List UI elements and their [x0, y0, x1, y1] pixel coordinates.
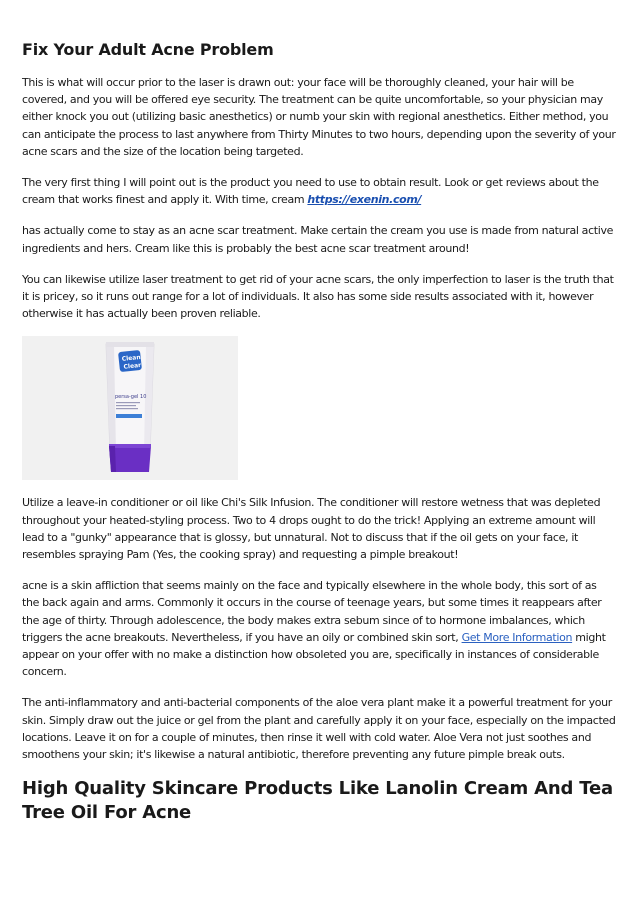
paragraph-aloe-vera: The anti-inflammatory and anti-bacterial components of the aloe vera plant make it a powerful treatment for your skin. Simply draw out the juice or gel from the plant and carefully apply it on your face, especially on the impacted locations. Leave it on for a couple of minutes, then rinse it well with cold water. Aloe Vera not just soothes and smoothens your skin; it's likewise a natural antibiotic, therefore preventing any future pimple break outs.	[22, 696, 616, 762]
paragraph-text: acne is a skin affliction that seems mainly on the face and typically elsewhere in the whole body, this sort of as the back again and arms. Commonly it occurs in the course of teenage years, but some times it reappears after the age of thirty. Through adolescence, the body makes extra sebum since of to hormone imbalances, which triggers the acne breakouts. Nevertheless, if you have an oily or combined skin sort,	[22, 579, 602, 644]
logo-brand-line2: Clear	[123, 362, 142, 372]
paragraph-text: The very first thing I will point out is the product you need to use to obtain result. Look or get reviews about the cream that works finest and apply it. With time, cream	[22, 176, 599, 207]
paragraph-leave-in-conditioner: Utilize a leave-in conditioner or oil like Chi's Silk Infusion. The conditioner will restore wetness that was depleted throughout your heated-styling process. Two to 4 drops ought to do the trick! Applying an extreme amount will lead to a "gunky" appearance that is glossy, but unnatural. Not to discuss that if the oil gets on your face, it resembles spraying Pam (Yes, the cooking spray) and requesting a pimple breakout!	[22, 496, 601, 562]
paragraph-text: might appear on your offer with no make a distinction how obsoleted you are, specifically in instances of considerable concern.	[22, 630, 606, 679]
product-tube-image	[22, 336, 238, 480]
get-more-information-link[interactable]: Get More Information	[461, 630, 573, 644]
logo-brand-line1: Clean	[121, 354, 141, 364]
paragraph-laser-procedure: This is what will occur prior to the laser is drawn out: your face will be thoroughly cleaned, your hair will be covered, and you will be offered eye security. The treatment can be quite uncomfortable, so your physician may either knock you out (utilizing basic anesthetics) or numb your skin with regional anesthetics. Either method, you can anticipate the process to last anywhere from Thirty Minutes to two hours, depending upon the severity of your acne scars and the size of the location being targeted.	[22, 76, 616, 158]
paragraph-skin-affliction	[22, 577, 616, 680]
paragraph-laser-treatment: You can likewise utilize laser treatment to get rid of your acne scars, the only imperfection to laser is the truth that it is pricey, so it runs out range for a lot of individuals. It also has some side results associated with it, however otherwise it has actually been proven reliable.	[22, 272, 614, 321]
tube-product-label: persa-gel 10	[115, 394, 147, 401]
paragraph-acne-scar-treatment: has actually come to stay as an acne scar treatment. Make certain the cream you use is made from natural active ingredients and hers. Cream like this is probably the best acne scar treatment around!	[22, 224, 614, 255]
paragraph-first-thing	[22, 174, 616, 208]
heading-fix-adult-acne: Fix Your Adult Acne Problem	[22, 40, 274, 59]
acne-gel-tube-illustration	[22, 336, 238, 480]
exenin-link[interactable]: https://exenin.com/	[307, 193, 422, 207]
heading-high-quality-skincare: High Quality Skincare Products Like Lanolin Cream And Tea Tree Oil For Acne	[22, 778, 613, 824]
